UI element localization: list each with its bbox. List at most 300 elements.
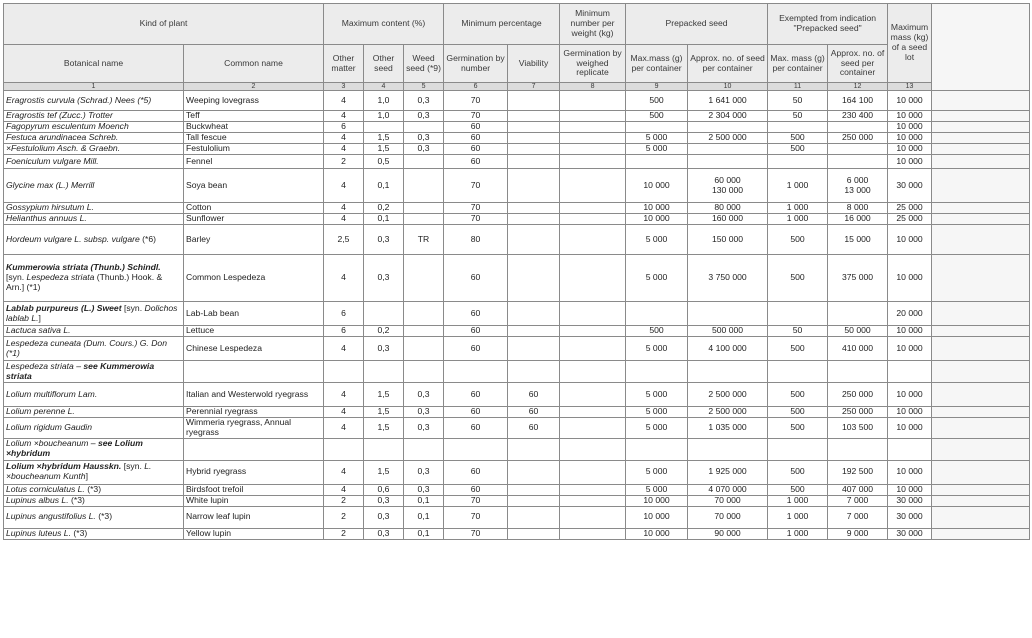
prepacked-max-mass-cell: 500 [626, 326, 688, 337]
prepacked-approx-no-cell: 4 100 000 [688, 337, 768, 361]
max-mass-seed-lot-cell: 25 000 [888, 214, 932, 225]
botanical-name-segment: Fagopyrum esculentum Moench [6, 121, 129, 132]
weed-seed-cell [404, 438, 444, 460]
exempt-approx-no-cell [828, 438, 888, 460]
header-exempted: Exempted from indication "Prepacked seed" [768, 4, 888, 45]
table-row [4, 506, 1030, 528]
max-mass-seed-lot-cell: 10 000 [888, 337, 932, 361]
table-row [4, 528, 1030, 539]
other-seed-cell: 1,5 [364, 418, 404, 439]
exempt-approx-no-cell: 8 000 [828, 203, 888, 214]
germination-by-number-cell: 70 [444, 111, 508, 122]
prepacked-approx-no-cell: 80 000 [688, 203, 768, 214]
weed-seed-cell: 0,3 [404, 144, 444, 155]
prepacked-max-mass-cell: 10 000 [626, 169, 688, 203]
botanical-name-segment: Lolium ×boucheanum – [6, 438, 98, 449]
exempt-approx-no-cell: 410 000 [828, 337, 888, 361]
viability-cell [508, 169, 560, 203]
column-number: 3 [324, 83, 364, 91]
header-max-content: Maximum content (%) [324, 4, 444, 45]
botanical-name-segment: [syn. [121, 461, 145, 472]
botanical-name-cell [4, 169, 184, 203]
viability-cell [508, 133, 560, 144]
other-matter-cell: 4 [324, 383, 364, 407]
germination-by-number-cell: 60 [444, 144, 508, 155]
prepacked-max-mass-cell: 10 000 [626, 506, 688, 528]
max-mass-seed-lot-cell: 10 000 [888, 91, 932, 111]
exempt-approx-no-cell: 250 000 [828, 407, 888, 418]
weed-seed-cell: TR [404, 225, 444, 255]
header-germination-by-number: Germination by number [444, 45, 508, 83]
exempt-max-mass-cell [768, 155, 828, 169]
exempt-approx-no-cell [828, 155, 888, 169]
botanical-name-segment: Lactuca sativa L. [6, 325, 71, 336]
max-mass-seed-lot-cell: 30 000 [888, 506, 932, 528]
header-other-matter: Other matter [324, 45, 364, 83]
exempt-max-mass-cell: 1 000 [768, 169, 828, 203]
germination-by-weighed-cell [560, 383, 626, 407]
prepacked-approx-no-cell: 150 000 [688, 225, 768, 255]
botanical-name-cell [4, 302, 184, 326]
empty-margin-cell [932, 111, 1030, 122]
germination-by-number-cell: 60 [444, 383, 508, 407]
prepacked-approx-no-cell: 500 000 [688, 326, 768, 337]
weed-seed-cell: 0,1 [404, 506, 444, 528]
header-min-number-per-weight: Minimum number per weight (kg) [560, 4, 626, 45]
botanical-name-segment: (*6) [139, 233, 157, 244]
germination-by-weighed-cell [560, 528, 626, 539]
prepacked-max-mass-cell: 5 000 [626, 460, 688, 484]
germination-by-number-cell: 70 [444, 214, 508, 225]
table-row [4, 203, 1030, 214]
germination-by-number-cell: 70 [444, 506, 508, 528]
exempt-approx-no-cell: 6 000 13 000 [828, 169, 888, 203]
germination-by-weighed-cell [560, 361, 626, 383]
botanical-name-segment: ×Festulolium Asch. & Graebn. [6, 143, 121, 154]
table-row [4, 255, 1030, 302]
other-matter-cell: 4 [324, 255, 364, 302]
column-number: 2 [184, 83, 324, 91]
empty-margin-cell [932, 407, 1030, 418]
germination-by-weighed-cell [560, 484, 626, 495]
weed-seed-cell: 0,3 [404, 407, 444, 418]
header-min-percentage: Minimum percentage [444, 4, 560, 45]
viability-cell [508, 438, 560, 460]
prepacked-max-mass-cell: 5 000 [626, 225, 688, 255]
empty-margin-cell [932, 383, 1030, 407]
exempt-approx-no-cell: 15 000 [828, 225, 888, 255]
max-mass-seed-lot-cell: 30 000 [888, 169, 932, 203]
germination-by-number-cell: 80 [444, 225, 508, 255]
other-matter-cell: 2,5 [324, 225, 364, 255]
exempt-max-mass-cell: 1 000 [768, 495, 828, 506]
exempt-max-mass-cell: 500 [768, 460, 828, 484]
prepacked-approx-no-cell: 2 500 000 [688, 383, 768, 407]
other-matter-cell: 2 [324, 506, 364, 528]
empty-margin-cell [932, 506, 1030, 528]
max-mass-seed-lot-cell [888, 438, 932, 460]
empty-margin-cell [932, 225, 1030, 255]
viability-cell [508, 506, 560, 528]
other-seed-cell: 0,1 [364, 169, 404, 203]
prepacked-max-mass-cell: 5 000 [626, 418, 688, 439]
other-seed-cell: 0,3 [364, 495, 404, 506]
weed-seed-cell [404, 361, 444, 383]
exempt-approx-no-cell: 9 000 [828, 528, 888, 539]
botanical-name-segment: Foeniculum vulgare Mill. [6, 155, 99, 166]
exempt-max-mass-cell: 500 [768, 484, 828, 495]
botanical-name-segment: (*3) [84, 484, 102, 494]
weed-seed-cell: 0,1 [404, 528, 444, 539]
botanical-name-segment: Lolium multiflorum Lam. [6, 388, 98, 399]
table-row [4, 302, 1030, 326]
table-row [4, 438, 1030, 460]
botanical-name-cell [4, 361, 184, 383]
viability-cell: 60 [508, 418, 560, 439]
common-name-cell: Narrow leaf lupin [184, 506, 324, 528]
botanical-name-segment: Eragrostis tef (Zucc.) Trotter [6, 110, 113, 121]
common-name-cell: Italian and Westerwold ryegrass [184, 383, 324, 407]
germination-by-weighed-cell [560, 122, 626, 133]
other-seed-cell: 0,6 [364, 484, 404, 495]
max-mass-seed-lot-cell: 10 000 [888, 418, 932, 439]
other-matter-cell [324, 361, 364, 383]
germination-by-number-cell: 60 [444, 484, 508, 495]
botanical-name-segment: ] [38, 312, 41, 323]
other-seed-cell: 0,2 [364, 203, 404, 214]
viability-cell [508, 122, 560, 133]
botanical-name-cell [4, 203, 184, 214]
other-matter-cell: 6 [324, 302, 364, 326]
column-number: 13 [888, 83, 932, 91]
viability-cell [508, 302, 560, 326]
header-kind-of-plant: Kind of plant [4, 4, 324, 45]
common-name-cell: Wimmeria ryegrass, Annual ryegrass [184, 418, 324, 439]
empty-margin-cell [932, 337, 1030, 361]
other-matter-cell: 4 [324, 418, 364, 439]
exempt-max-mass-cell: 500 [768, 255, 828, 302]
botanical-name-segment: Lupinus luteus L. [6, 528, 71, 538]
germination-by-weighed-cell [560, 418, 626, 439]
botanical-name-cell [4, 337, 184, 361]
column-number: 1 [4, 83, 184, 91]
max-mass-seed-lot-cell: 10 000 [888, 326, 932, 337]
botanical-name-segment: Eragrostis curvula [6, 94, 75, 105]
prepacked-approx-no-cell [688, 122, 768, 133]
viability-cell [508, 255, 560, 302]
empty-margin-cell [932, 122, 1030, 133]
max-mass-seed-lot-cell: 10 000 [888, 144, 932, 155]
germination-by-weighed-cell [560, 144, 626, 155]
botanical-name-segment: (*3) [95, 511, 113, 522]
germination-by-number-cell [444, 438, 508, 460]
common-name-cell: Barley [184, 225, 324, 255]
empty-margin-column [932, 4, 1030, 91]
max-mass-seed-lot-cell: 10 000 [888, 383, 932, 407]
botanical-name-segment: (Thunb.) Hook. & Arn.] (*1) [6, 272, 163, 292]
exempt-approx-no-cell [828, 361, 888, 383]
other-matter-cell: 4 [324, 460, 364, 484]
other-matter-cell: 2 [324, 155, 364, 169]
botanical-name-segment: see Lolium ×hybridum [6, 438, 143, 459]
empty-margin-cell [932, 460, 1030, 484]
other-seed-cell [364, 122, 404, 133]
other-seed-cell [364, 361, 404, 383]
germination-by-weighed-cell [560, 111, 626, 122]
other-matter-cell: 2 [324, 528, 364, 539]
max-mass-seed-lot-cell: 10 000 [888, 133, 932, 144]
botanical-name-segment: Glycine max (L.) Merrill [6, 179, 95, 190]
weed-seed-cell [404, 169, 444, 203]
prepacked-approx-no-cell: 60 000 130 000 [688, 169, 768, 203]
column-number: 4 [364, 83, 404, 91]
empty-margin-cell [932, 528, 1030, 539]
other-seed-cell: 0,3 [364, 225, 404, 255]
column-number: 11 [768, 83, 828, 91]
max-mass-seed-lot-cell: 30 000 [888, 495, 932, 506]
botanical-name-cell [4, 214, 184, 225]
botanical-name-cell [4, 225, 184, 255]
prepacked-max-mass-cell [626, 122, 688, 133]
prepacked-approx-no-cell: 4 070 000 [688, 484, 768, 495]
table-header [4, 4, 1030, 91]
botanical-name-cell [4, 383, 184, 407]
germination-by-weighed-cell [560, 214, 626, 225]
exempt-max-mass-cell: 500 [768, 225, 828, 255]
other-matter-cell: 4 [324, 133, 364, 144]
max-mass-seed-lot-cell: 25 000 [888, 203, 932, 214]
common-name-cell: Soya bean [184, 169, 324, 203]
prepacked-max-mass-cell: 10 000 [626, 203, 688, 214]
header-viability: Viability [508, 45, 560, 83]
exempt-max-mass-cell: 500 [768, 418, 828, 439]
weed-seed-cell: 0,3 [404, 111, 444, 122]
germination-by-number-cell: 70 [444, 91, 508, 111]
prepacked-approx-no-cell: 1 035 000 [688, 418, 768, 439]
header-prepacked-approx-no: Approx. no. of seed per container [688, 45, 768, 83]
other-matter-cell [324, 438, 364, 460]
max-mass-seed-lot-cell: 10 000 [888, 255, 932, 302]
botanical-name-segment: Dolichos lablab L. [6, 302, 178, 323]
empty-margin-cell [932, 133, 1030, 144]
viability-cell [508, 361, 560, 383]
other-seed-cell [364, 438, 404, 460]
exempt-approx-no-cell: 7 000 [828, 506, 888, 528]
botanical-name-segment: Kummerowia striata (Thunb.) Schindl. [6, 262, 161, 273]
germination-by-weighed-cell [560, 155, 626, 169]
exempt-approx-no-cell [828, 144, 888, 155]
empty-margin-cell [932, 214, 1030, 225]
other-matter-cell: 4 [324, 169, 364, 203]
other-seed-cell: 1,5 [364, 133, 404, 144]
germination-by-weighed-cell [560, 302, 626, 326]
column-number: 8 [560, 83, 626, 91]
botanical-name-segment: Lespedeza cuneata (Dum. Cours.) G. Don (*1) [6, 337, 167, 358]
weed-seed-cell [404, 122, 444, 133]
botanical-name-segment: see Kummerowia striata [6, 360, 155, 381]
prepacked-approx-no-cell [688, 144, 768, 155]
viability-cell [508, 155, 560, 169]
weed-seed-cell [404, 155, 444, 169]
empty-margin-cell [932, 418, 1030, 439]
common-name-cell: Lab-Lab bean [184, 302, 324, 326]
other-matter-cell: 4 [324, 337, 364, 361]
germination-by-number-cell: 70 [444, 169, 508, 203]
prepacked-max-mass-cell: 500 [626, 91, 688, 111]
prepacked-max-mass-cell [626, 302, 688, 326]
botanical-name-segment: (*3) [70, 528, 88, 538]
viability-cell: 60 [508, 407, 560, 418]
other-matter-cell: 4 [324, 407, 364, 418]
other-matter-cell: 4 [324, 203, 364, 214]
prepacked-max-mass-cell [626, 361, 688, 383]
column-number: 12 [828, 83, 888, 91]
weed-seed-cell: 0,3 [404, 133, 444, 144]
empty-margin-cell [932, 302, 1030, 326]
weed-seed-cell: 0,3 [404, 383, 444, 407]
other-matter-cell: 4 [324, 214, 364, 225]
botanical-name-cell [4, 255, 184, 302]
common-name-cell: Chinese Lespedeza [184, 337, 324, 361]
weed-seed-cell: 0,3 [404, 484, 444, 495]
botanical-name-segment: Lupinus angustifolius L. [6, 511, 96, 522]
germination-by-number-cell: 60 [444, 460, 508, 484]
common-name-cell: Fennel [184, 155, 324, 169]
exempt-approx-no-cell: 7 000 [828, 495, 888, 506]
empty-margin-cell [932, 255, 1030, 302]
prepacked-max-mass-cell [626, 438, 688, 460]
other-seed-cell: 1,5 [364, 383, 404, 407]
header-weed-seed: Weed seed (*9) [404, 45, 444, 83]
other-matter-cell: 6 [324, 122, 364, 133]
exempt-approx-no-cell: 103 500 [828, 418, 888, 439]
empty-margin-cell [932, 484, 1030, 495]
other-matter-cell: 4 [324, 484, 364, 495]
botanical-name-segment: Helianthus annuus L. [6, 213, 87, 224]
botanical-name-cell [4, 484, 184, 495]
header-exempt-max-mass: Max. mass (g) per container [768, 45, 828, 83]
botanical-name-cell [4, 133, 184, 144]
botanical-name-segment: Lolium ×hybridum Hausskn. [6, 461, 122, 472]
exempt-approx-no-cell: 50 000 [828, 326, 888, 337]
exempt-approx-no-cell: 407 000 [828, 484, 888, 495]
viability-cell [508, 144, 560, 155]
botanical-name-segment: Lolium perenne L. [6, 406, 75, 417]
exempt-approx-no-cell: 250 000 [828, 133, 888, 144]
column-number-row [4, 83, 1030, 91]
exempt-approx-no-cell: 16 000 [828, 214, 888, 225]
exempt-approx-no-cell [828, 302, 888, 326]
table-row [4, 361, 1030, 383]
weed-seed-cell: 0,3 [404, 460, 444, 484]
column-number: 5 [404, 83, 444, 91]
prepacked-max-mass-cell: 10 000 [626, 528, 688, 539]
weed-seed-cell: 0,1 [404, 495, 444, 506]
weed-seed-cell [404, 255, 444, 302]
botanical-name-segment: Hordeum vulgare L. subsp. vulgare [6, 233, 140, 244]
exempt-max-mass-cell: 500 [768, 133, 828, 144]
other-seed-cell: 1,0 [364, 111, 404, 122]
germination-by-weighed-cell [560, 169, 626, 203]
header-prepacked-seed: Prepacked seed [626, 4, 768, 45]
prepacked-max-mass-cell: 5 000 [626, 407, 688, 418]
other-matter-cell: 4 [324, 91, 364, 111]
prepacked-approx-no-cell: 90 000 [688, 528, 768, 539]
prepacked-approx-no-cell: 2 500 000 [688, 407, 768, 418]
botanical-name-segment: Lotus corniculatus L. [6, 484, 85, 494]
germination-by-weighed-cell [560, 133, 626, 144]
prepacked-max-mass-cell: 5 000 [626, 133, 688, 144]
viability-cell [508, 495, 560, 506]
other-seed-cell: 1,5 [364, 144, 404, 155]
header-common-name: Common name [184, 45, 324, 83]
table-row [4, 122, 1030, 133]
prepacked-max-mass-cell: 5 000 [626, 144, 688, 155]
germination-by-number-cell: 70 [444, 495, 508, 506]
germination-by-weighed-cell [560, 407, 626, 418]
other-seed-cell: 1,5 [364, 407, 404, 418]
germination-by-number-cell: 60 [444, 255, 508, 302]
exempt-max-mass-cell: 500 [768, 144, 828, 155]
botanical-name-cell [4, 418, 184, 439]
germination-by-number-cell: 60 [444, 418, 508, 439]
exempt-approx-no-cell: 375 000 [828, 255, 888, 302]
other-matter-cell: 4 [324, 111, 364, 122]
prepacked-max-mass-cell: 10 000 [626, 214, 688, 225]
viability-cell [508, 111, 560, 122]
max-mass-seed-lot-cell [888, 361, 932, 383]
table-body [4, 91, 1030, 540]
exempt-max-mass-cell: 50 [768, 91, 828, 111]
exempt-max-mass-cell: 50 [768, 326, 828, 337]
botanical-name-cell [4, 122, 184, 133]
table-row [4, 225, 1030, 255]
other-seed-cell: 1,0 [364, 91, 404, 111]
botanical-name-segment: Gossypium hirsutum L. [6, 202, 94, 213]
max-mass-seed-lot-cell: 10 000 [888, 111, 932, 122]
exempt-max-mass-cell [768, 302, 828, 326]
botanical-name-cell [4, 111, 184, 122]
table-row [4, 133, 1030, 144]
prepacked-max-mass-cell: 5 000 [626, 383, 688, 407]
header-botanical-name: Botanical name [4, 45, 184, 83]
column-number: 10 [688, 83, 768, 91]
table-row [4, 155, 1030, 169]
prepacked-approx-no-cell [688, 361, 768, 383]
common-name-cell: Buckwheat [184, 122, 324, 133]
viability-cell [508, 460, 560, 484]
viability-cell [508, 214, 560, 225]
max-mass-seed-lot-cell: 20 000 [888, 302, 932, 326]
botanical-name-cell [4, 326, 184, 337]
botanical-name-cell [4, 155, 184, 169]
common-name-cell: Lettuce [184, 326, 324, 337]
botanical-name-cell [4, 144, 184, 155]
botanical-name-segment: Lespedeza striata [26, 272, 95, 283]
table-row [4, 326, 1030, 337]
other-seed-cell: 0,3 [364, 255, 404, 302]
botanical-name-cell [4, 495, 184, 506]
exempt-max-mass-cell: 50 [768, 111, 828, 122]
exempt-max-mass-cell: 1 000 [768, 203, 828, 214]
germination-by-number-cell: 70 [444, 528, 508, 539]
empty-margin-cell [932, 91, 1030, 111]
other-seed-cell: 0,2 [364, 326, 404, 337]
germination-by-number-cell: 60 [444, 122, 508, 133]
common-name-cell: Weeping lovegrass [184, 91, 324, 111]
viability-cell [508, 528, 560, 539]
empty-margin-cell [932, 438, 1030, 460]
